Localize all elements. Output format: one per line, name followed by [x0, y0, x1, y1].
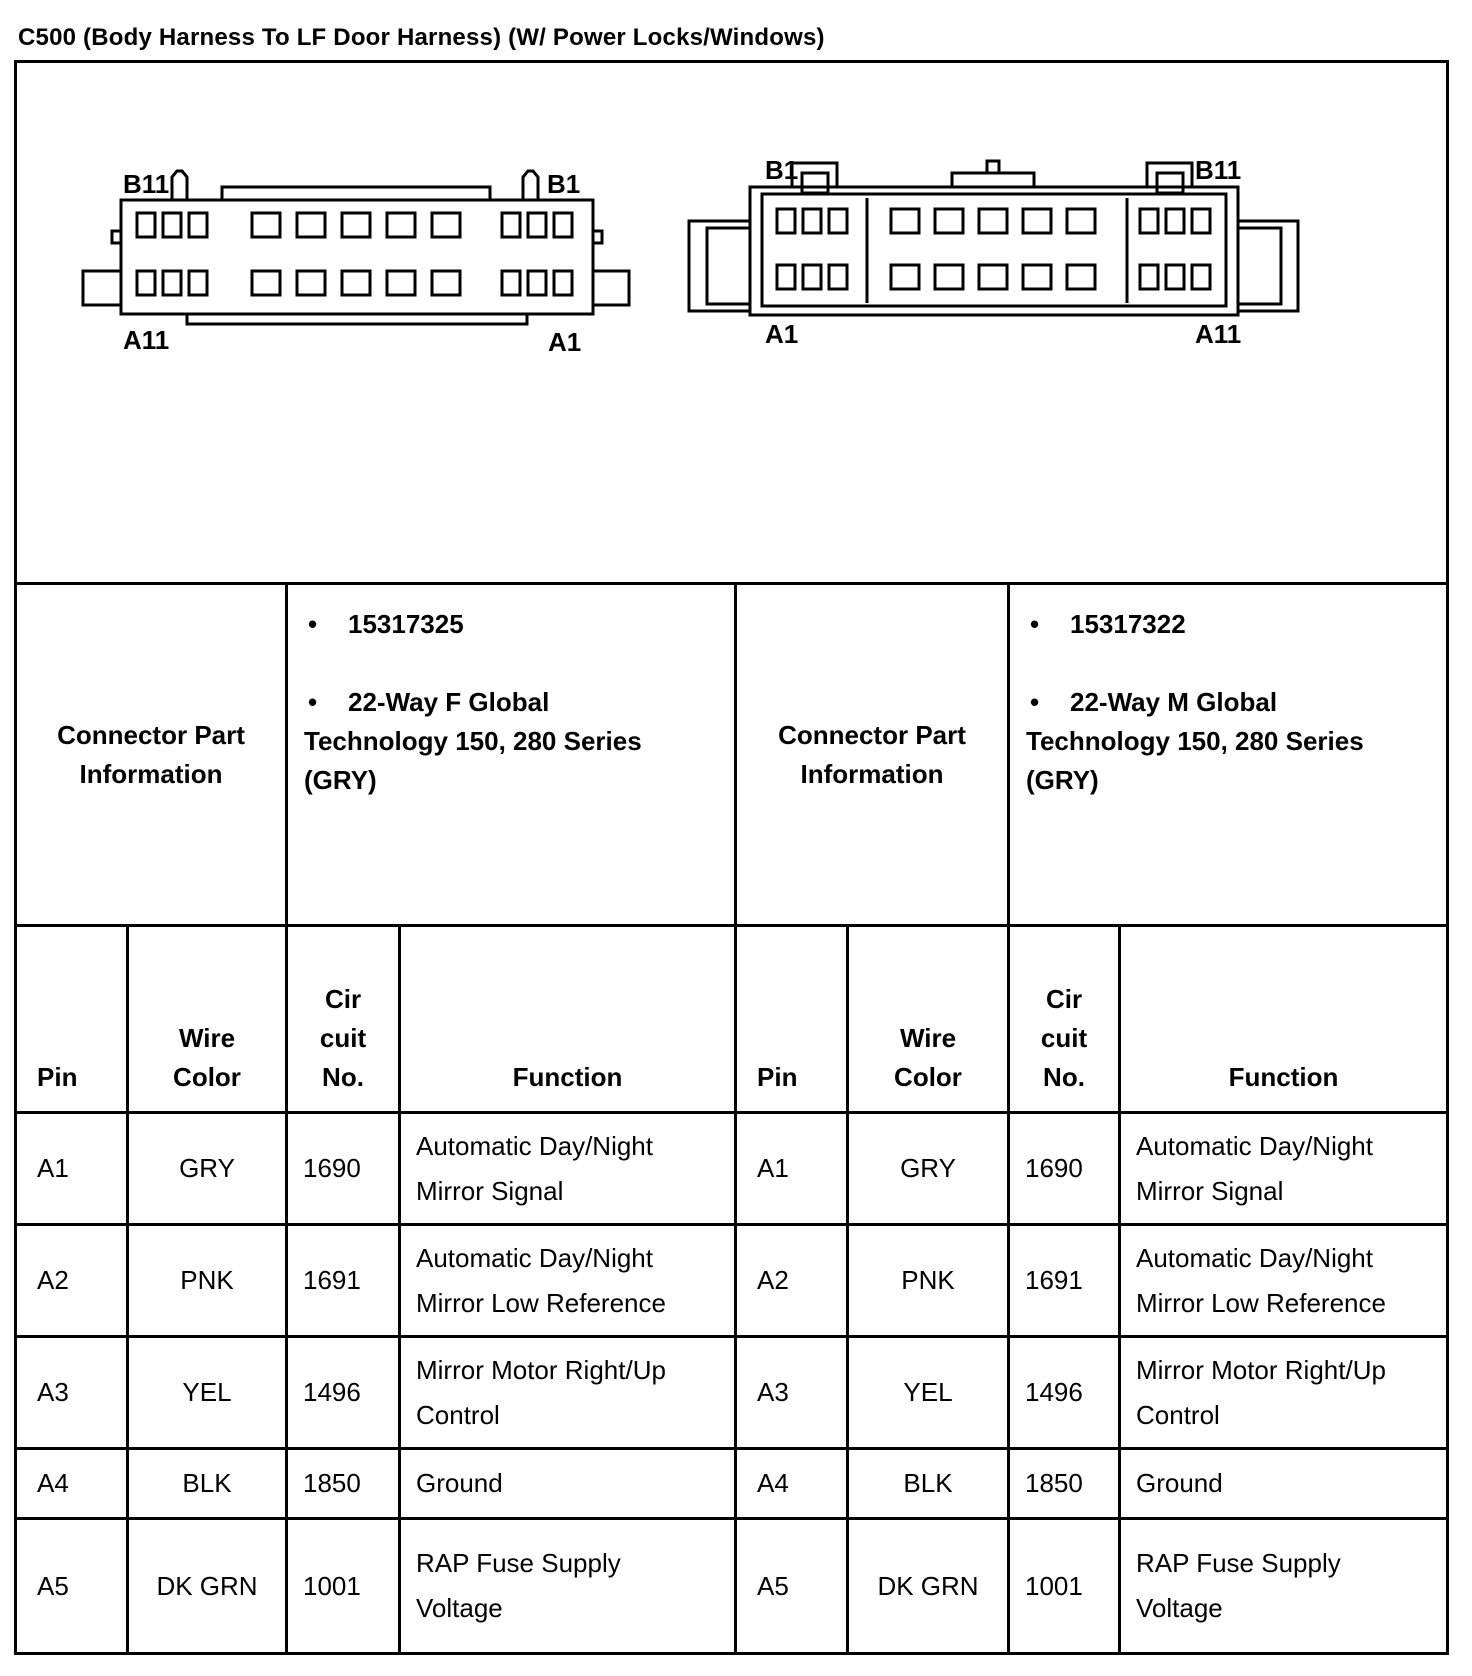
circuit-cell: 1691 — [1010, 1226, 1121, 1338]
label-a11-left: A11 — [123, 325, 170, 355]
connector-table-frame — [14, 60, 1449, 1655]
connector-info-row — [17, 585, 1446, 927]
function-cell: Ground — [401, 1450, 737, 1520]
info-label-left: Connector Part Information — [17, 585, 288, 927]
part-desc-left: 22-Way F Global Technology 150, 280 Series (GRY) — [304, 687, 642, 795]
connector-drawings — [17, 63, 1446, 583]
wire-color-cell: DK GRN — [849, 1520, 1010, 1652]
pin-cell: A4 — [737, 1450, 849, 1520]
function-cell: Ground — [1121, 1450, 1446, 1520]
label-a1-right: A1 — [765, 319, 799, 349]
table-row — [17, 1226, 1446, 1338]
wire-color-cell: YEL — [849, 1338, 1010, 1450]
label-b1-right: B1 — [765, 155, 799, 185]
circuit-cell: 1850 — [1010, 1450, 1121, 1520]
bullet-icon: • — [308, 687, 318, 717]
circuit-cell: 1001 — [1010, 1520, 1121, 1652]
wire-color-cell: PNK — [129, 1226, 288, 1338]
bullet-icon: • — [1030, 609, 1040, 639]
pin-cell: A5 — [737, 1520, 849, 1652]
part-number-left: 15317325 — [348, 609, 464, 639]
circuit-cell: 1850 — [288, 1450, 401, 1520]
info-content-right — [1010, 585, 1446, 927]
pin-cell: A1 — [17, 1114, 129, 1226]
wire-color-cell: DK GRN — [129, 1520, 288, 1652]
label-a11-right: A11 — [1195, 319, 1242, 349]
pin-cell: A1 — [737, 1114, 849, 1226]
pin-table-header — [17, 927, 1446, 1114]
pin-cell: A5 — [17, 1520, 129, 1652]
header-circuit-right: Cir cuit No. — [1010, 927, 1121, 1114]
label-a1-left: A1 — [548, 327, 582, 357]
pin-cell: A3 — [17, 1338, 129, 1450]
header-wire-color-right: Wire Color — [849, 927, 1010, 1114]
function-cell: Mirror Motor Right/Up Control — [401, 1338, 737, 1450]
function-cell: RAP Fuse Supply Voltage — [401, 1520, 737, 1652]
function-cell: Automatic Day/Night Mirror Low Reference — [401, 1226, 737, 1338]
circuit-cell: 1691 — [288, 1226, 401, 1338]
circuit-cell: 1690 — [1010, 1114, 1121, 1226]
function-cell: Automatic Day/Night Mirror Signal — [401, 1114, 737, 1226]
table-row — [17, 1450, 1446, 1520]
function-cell: RAP Fuse Supply Voltage — [1136, 1548, 1341, 1623]
table-row — [17, 1520, 1446, 1652]
circuit-cell: 1001 — [288, 1520, 401, 1652]
circuit-cell: 1496 — [1010, 1338, 1121, 1450]
wire-color-cell: PNK — [849, 1226, 1010, 1338]
document-title: C500 (Body Harness To LF Door Harness) (W/ Power Locks/Windows) — [18, 24, 825, 51]
info-content-left — [288, 585, 737, 927]
wire-color-cell: GRY — [129, 1114, 288, 1226]
pin-cell: A4 — [17, 1450, 129, 1520]
connector-diagram-area — [17, 63, 1446, 585]
bullet-icon: • — [1030, 687, 1040, 717]
wire-color-cell: BLK — [129, 1450, 288, 1520]
header-function-right: Function — [1121, 927, 1446, 1114]
label-b11-left: B11 — [123, 169, 170, 199]
function-cell: Automatic Day/Night Mirror Signal — [1121, 1114, 1446, 1226]
label-b11-right: B11 — [1195, 155, 1242, 185]
table-row — [17, 1338, 1446, 1450]
bullet-icon: • — [308, 609, 318, 639]
header-circuit-left: Cir cuit No. — [288, 927, 401, 1114]
pin-cell: A2 — [17, 1226, 129, 1338]
circuit-cell: 1690 — [288, 1114, 401, 1226]
wire-color-cell: YEL — [129, 1338, 288, 1450]
header-pin-right: Pin — [737, 927, 849, 1114]
circuit-cell: 1496 — [288, 1338, 401, 1450]
pin-cell: A3 — [737, 1338, 849, 1450]
wire-color-cell: GRY — [849, 1114, 1010, 1226]
header-function-left: Function — [401, 927, 737, 1114]
label-b1-left: B1 — [547, 169, 581, 199]
header-pin-left: Pin — [17, 927, 129, 1114]
part-desc-right: 22-Way M Global Technology 150, 280 Series (GRY) — [1026, 687, 1364, 795]
function-cell: Mirror Motor Right/Up Control — [1121, 1338, 1446, 1450]
header-wire-color-left: Wire Color — [129, 927, 288, 1114]
pin-cell: A2 — [737, 1226, 849, 1338]
table-row — [17, 1114, 1446, 1226]
function-cell: Automatic Day/Night Mirror Low Reference — [1121, 1226, 1446, 1338]
part-number-right: 15317322 — [1070, 609, 1186, 639]
wire-color-cell: BLK — [849, 1450, 1010, 1520]
info-label-right: Connector Part Information — [737, 585, 1010, 927]
